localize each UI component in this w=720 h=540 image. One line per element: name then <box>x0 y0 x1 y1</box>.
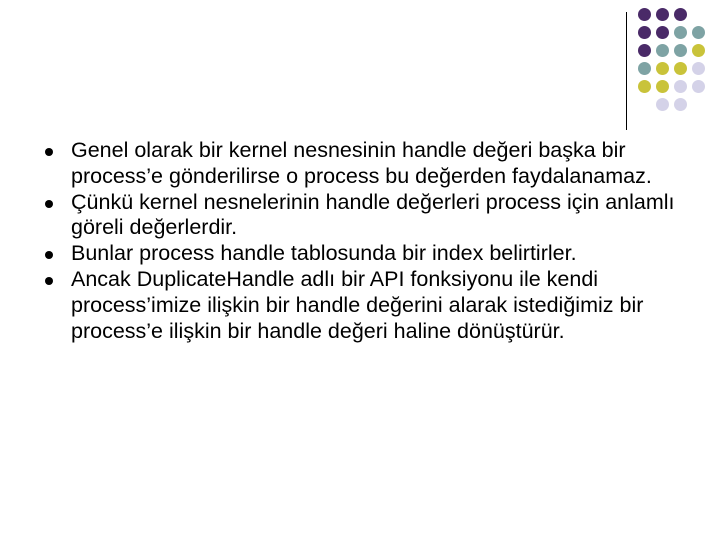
bullet-text-1: Genel olarak bir kernel nesnesinin handle değeri başka bir process’e gönderilirse o process bu değerden faydalanamaz. <box>71 138 652 188</box>
bullet-text-4: Ancak DuplicateHandle adlı bir API fonksiyonu ile kendi process’imize ilişkin bir handle değerini alarak istediğimiz bir process’e ilişkin bir handle değeri haline dönüştürür. <box>71 266 644 343</box>
slide-content <box>50 138 690 344</box>
decorative-dot-olive <box>656 62 669 75</box>
decorative-dot-olive <box>674 62 687 75</box>
bullet-dot-icon <box>45 251 53 259</box>
decorative-dot-olive <box>638 80 651 93</box>
decorative-dot-lavender <box>656 98 669 111</box>
decorative-dot-lavender <box>692 62 705 75</box>
decorative-dot-teal <box>656 44 669 57</box>
decorative-dot-lavender <box>674 80 687 93</box>
bullet-dot-icon <box>45 148 53 156</box>
decorative-dot-teal <box>674 44 687 57</box>
bullet-list <box>50 138 690 344</box>
decorative-dot-purple <box>656 8 669 21</box>
decorative-dot-purple <box>638 26 651 39</box>
decorative-dot-olive <box>692 44 705 57</box>
decorative-dot-teal <box>638 62 651 75</box>
decorative-dot-lavender <box>692 80 705 93</box>
bullet-item-3 <box>50 241 690 267</box>
decorative-dot-olive <box>656 80 669 93</box>
vertical-divider-line <box>626 12 627 130</box>
decorative-dot-teal <box>674 26 687 39</box>
bullet-text-2: Çünkü kernel nesnelerinin handle değerleri process için anlamlı göreli değerlerdir. <box>71 189 675 240</box>
bullet-item-2 <box>50 190 690 242</box>
decorative-dot-lavender <box>674 98 687 111</box>
decorative-dot-grid <box>638 8 720 118</box>
bullet-item-4 <box>50 267 690 344</box>
decorative-dot-purple <box>638 44 651 57</box>
decorative-dot-purple <box>674 8 687 21</box>
decorative-dot-purple <box>638 8 651 21</box>
bullet-item-1 <box>50 138 690 190</box>
decorative-dot-teal <box>692 26 705 39</box>
bullet-text-3: Bunlar process handle tablosunda bir index belirtirler. <box>71 241 577 266</box>
decorative-dot-purple <box>656 26 669 39</box>
bullet-dot-icon <box>45 200 53 208</box>
bullet-dot-icon <box>45 277 53 285</box>
